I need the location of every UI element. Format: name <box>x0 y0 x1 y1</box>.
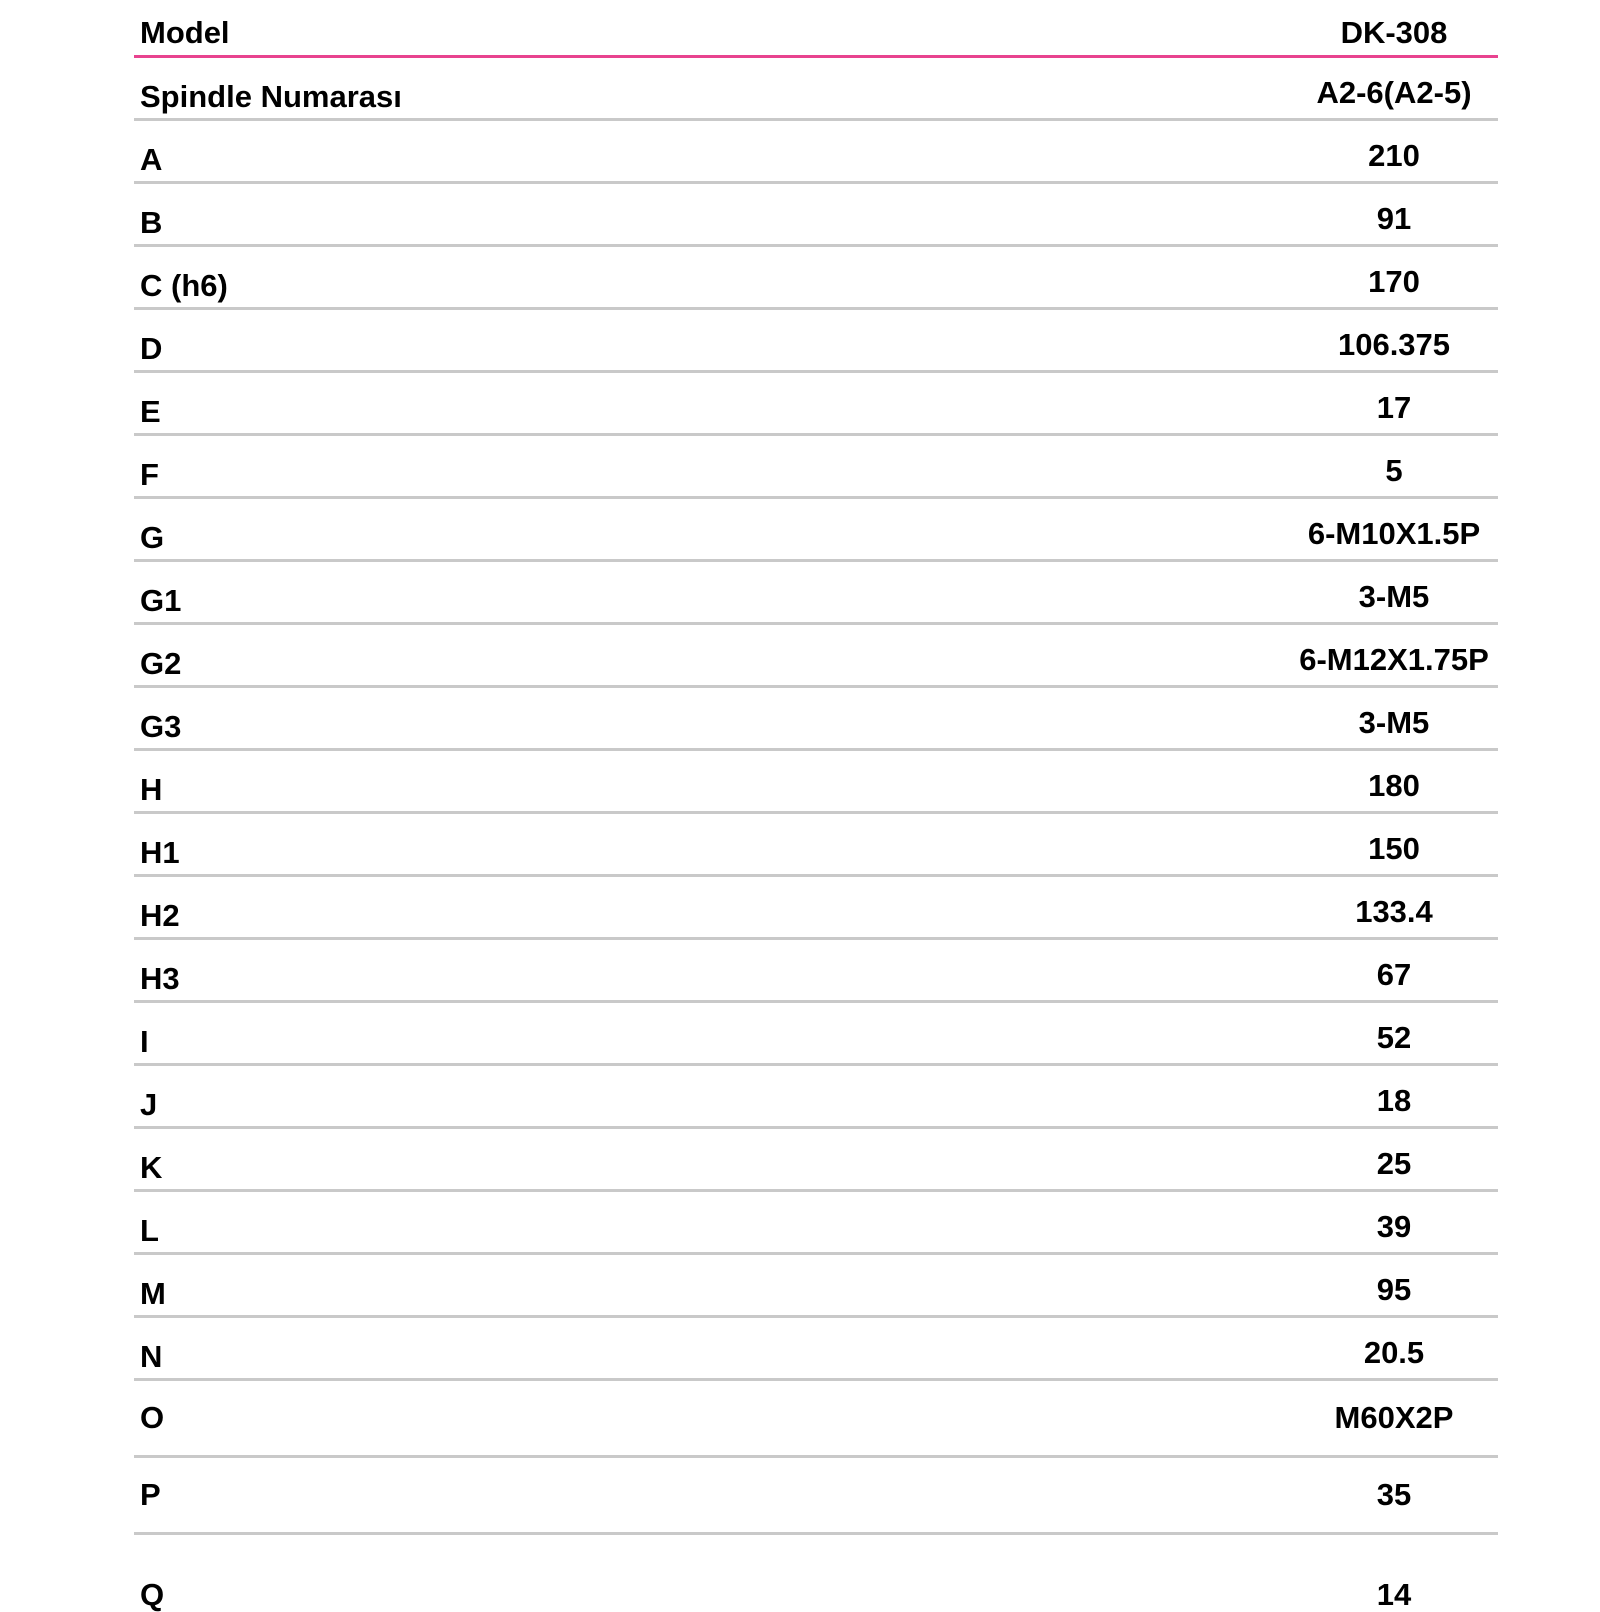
row-label: H3 <box>140 961 180 996</box>
table-row <box>134 562 1498 625</box>
row-value: 3-M5 <box>1358 579 1430 614</box>
row-value: 210 <box>1368 138 1420 173</box>
row-value: 170 <box>1368 264 1420 299</box>
table-row <box>134 877 1498 940</box>
header-label: Model <box>140 15 230 50</box>
table-row <box>134 1318 1498 1381</box>
table-row <box>134 1003 1498 1066</box>
spec-table <box>134 0 1498 1612</box>
row-value: 17 <box>1376 390 1412 425</box>
table-row <box>134 247 1498 310</box>
row-label: F <box>140 457 159 492</box>
table-row <box>134 58 1498 121</box>
table-row <box>134 688 1498 751</box>
table-row <box>134 1458 1498 1535</box>
table-row <box>134 1255 1498 1318</box>
table-row <box>134 1066 1498 1129</box>
table-row <box>134 814 1498 877</box>
row-label: I <box>140 1024 149 1059</box>
row-value: 25 <box>1376 1146 1412 1181</box>
row-value: 95 <box>1376 1272 1412 1307</box>
row-label: Spindle Numarası <box>140 79 402 114</box>
row-value: 67 <box>1376 957 1412 992</box>
row-label: O <box>140 1400 165 1435</box>
table-header <box>134 0 1498 58</box>
table-row <box>134 499 1498 562</box>
row-value: 5 <box>1385 453 1403 488</box>
row-label: G3 <box>140 709 182 744</box>
row-value: 14 <box>1376 1577 1412 1612</box>
row-label: M <box>140 1276 166 1311</box>
row-value: 39 <box>1376 1209 1412 1244</box>
row-value: 180 <box>1368 768 1420 803</box>
row-label: A <box>140 142 163 177</box>
table-row <box>134 751 1498 814</box>
table-row <box>134 184 1498 247</box>
header-value: DK-308 <box>1340 15 1448 50</box>
row-value: 150 <box>1368 831 1420 866</box>
row-value: 18 <box>1376 1083 1412 1118</box>
row-label: N <box>140 1339 163 1374</box>
row-label: G2 <box>140 646 182 681</box>
row-label: Q <box>140 1577 165 1612</box>
row-value: 91 <box>1376 201 1412 236</box>
table-row <box>134 436 1498 499</box>
table-row <box>134 373 1498 436</box>
row-label: J <box>140 1087 158 1122</box>
table-row <box>134 940 1498 1003</box>
row-value: 6-M10X1.5P <box>1307 516 1481 551</box>
row-label: C (h6) <box>140 268 228 303</box>
row-value: A2-6(A2-5) <box>1316 75 1472 110</box>
row-value: 20.5 <box>1363 1335 1425 1370</box>
row-label: D <box>140 331 163 366</box>
row-label: P <box>140 1477 161 1512</box>
table-row <box>134 310 1498 373</box>
table-row <box>134 625 1498 688</box>
row-value: 3-M5 <box>1358 705 1430 740</box>
table-row <box>134 1381 1498 1458</box>
table-row <box>134 1129 1498 1192</box>
row-label: L <box>140 1213 159 1248</box>
row-value: 106.375 <box>1337 327 1451 362</box>
row-value: 52 <box>1376 1020 1412 1055</box>
row-value: 35 <box>1376 1477 1412 1512</box>
row-label: H <box>140 772 163 807</box>
row-label: G1 <box>140 583 182 618</box>
row-value: 133.4 <box>1355 894 1433 929</box>
row-label: E <box>140 394 161 429</box>
row-label: H2 <box>140 898 180 933</box>
table-row <box>134 121 1498 184</box>
row-label: G <box>140 520 165 555</box>
table-row <box>134 1535 1498 1612</box>
row-value: M60X2P <box>1334 1400 1454 1435</box>
table-row <box>134 1192 1498 1255</box>
row-label: H1 <box>140 835 180 870</box>
row-value: 6-M12X1.75P <box>1299 642 1489 677</box>
row-label: K <box>140 1150 163 1185</box>
row-label: B <box>140 205 163 240</box>
